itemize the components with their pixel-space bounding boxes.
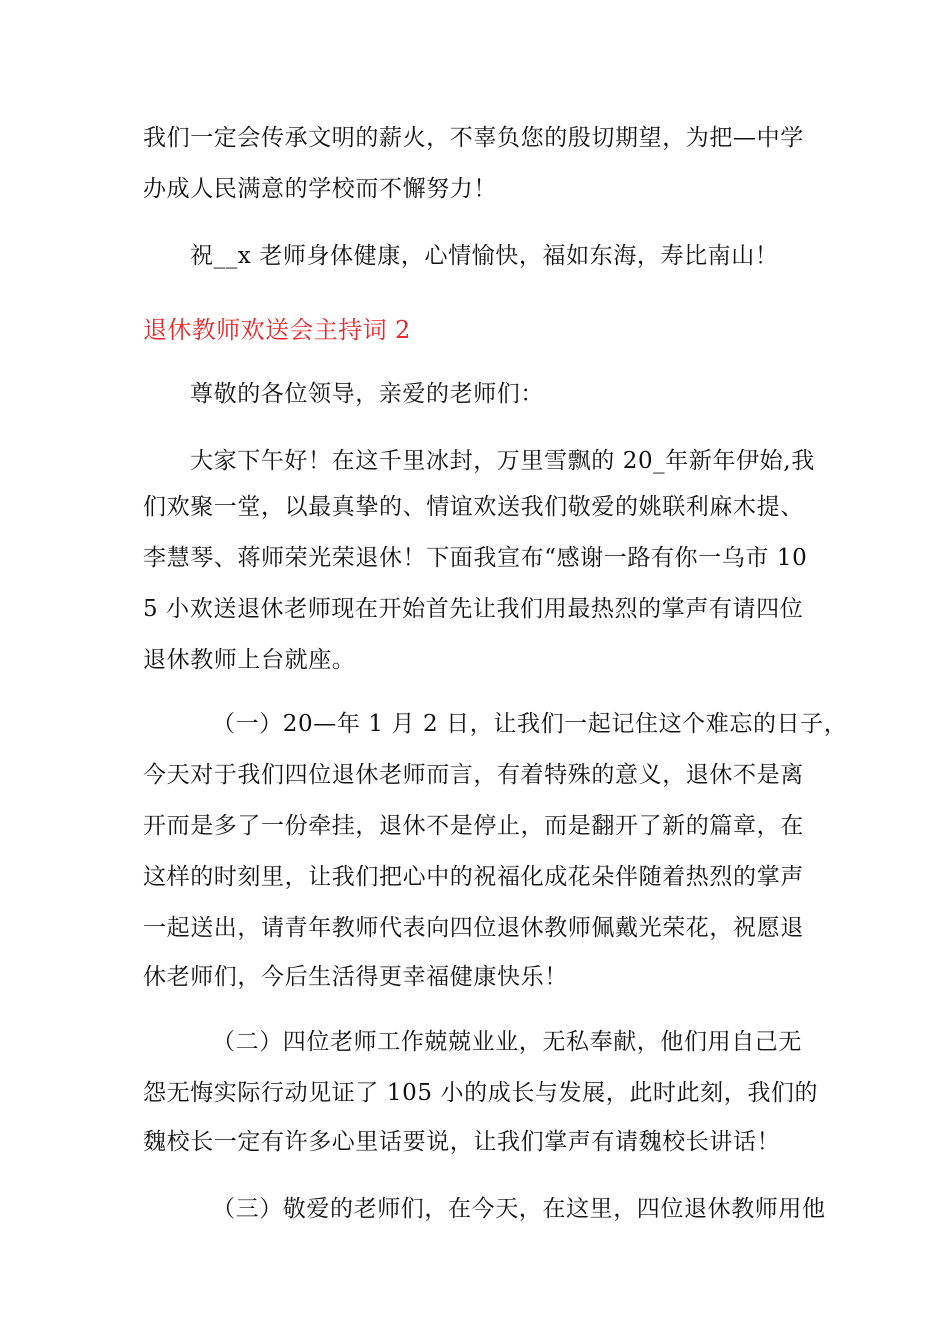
section-heading: 退休教师欢送会主持词 2 (143, 316, 411, 344)
opening-line-1: 大家下午好！在这千里冰封，万里雪飘的 20_年新年伊始,我 (190, 448, 815, 474)
part-one-line-2: 今天对于我们四位退休老师而言，有着特殊的意义，退休不是离 (143, 762, 804, 788)
part-one-line-5: 一起送出，请青年教师代表向四位退休教师佩戴光荣花，祝愿退 (143, 915, 804, 941)
salutation: 尊敬的各位领导，亲爱的老师们： (190, 381, 544, 407)
part-two-line-2: 怨无悔实际行动见证了 105 小的成长与发展，此时此刻，我们的 (143, 1080, 819, 1106)
opening-line-5: 退休教师上台就座。 (143, 647, 356, 673)
opening-line-3: 李慧琴、蒋师荣光荣退休！下面我宣布“感谢一路有你一乌市 10 (143, 545, 808, 571)
part-one-line-6: 休老师们，今后生活得更幸福健康快乐！ (143, 964, 568, 990)
part-one-line-4: 这样的时刻里，让我们把心中的祝福化成花朵伴随着热烈的掌声 (143, 864, 804, 890)
intro-line-2: 办成人民满意的学校而不懈努力！ (143, 176, 497, 202)
part-one-line-3: 开而是多了一份牵挂，退休不是停止，而是翻开了新的篇章，在 (143, 813, 804, 839)
opening-line-2: 们欢聚一堂，以最真挚的、情谊欢送我们敬爱的姚联利麻木提、 (143, 494, 804, 520)
part-two-line-1: （二）四位老师工作兢兢业业，无私奉献，他们用自己无 (212, 1029, 802, 1055)
part-one-line-1: （一）20—年 1 月 2 日，让我们一起记住这个难忘的日子， (212, 711, 848, 737)
part-three-line-1: （三）敬爱的老师们，在今天，在这里，四位退休教师用他 (212, 1196, 826, 1222)
opening-line-4: 5 小欢送退休老师现在开始首先让我们用最热烈的掌声有请四位 (143, 596, 804, 622)
intro-line-1: 我们一定会传承文明的薪火，不辜负您的殷切期望，为把—中学 (143, 125, 804, 151)
part-two-line-3: 魏校长一定有许多心里话要说，让我们掌声有请魏校长讲话！ (143, 1129, 781, 1155)
wish-line: 祝__x 老师身体健康，心情愉快，福如东海，寿比南山！ (190, 243, 779, 269)
